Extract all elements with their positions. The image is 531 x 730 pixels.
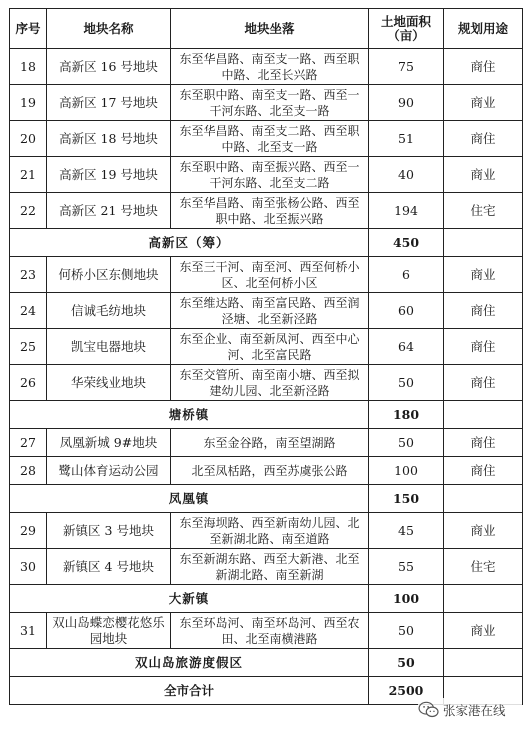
row-location: 东至职中路、南至支一路、西至一干河东路、北至支一路	[171, 85, 369, 121]
row-plot-name: 高新区 19 号地块	[47, 157, 171, 193]
row-use: 商业	[444, 513, 523, 549]
header-location: 地块坐落	[171, 9, 369, 49]
subtotal-row	[10, 585, 523, 613]
row-location: 东至环岛河、南至环岛河、西至农田、北至南横港路	[171, 613, 369, 649]
row-seq: 31	[10, 613, 47, 649]
subtotal-row	[10, 649, 523, 677]
subtotal-row	[10, 229, 523, 257]
row-area: 50	[369, 613, 444, 649]
row-use: 住宅	[444, 549, 523, 585]
total-area: 2500	[369, 677, 444, 705]
row-seq: 25	[10, 329, 47, 365]
row-plot-name: 鹭山体育运动公园	[47, 457, 171, 485]
empty-cell	[444, 649, 523, 677]
row-location: 东至华昌路、南至支二路、西至职中路、北至支一路	[171, 121, 369, 157]
row-area: 45	[369, 513, 444, 549]
table-header-row	[10, 9, 523, 49]
row-use: 商住	[444, 121, 523, 157]
empty-cell	[444, 485, 523, 513]
subtotal-area: 100	[369, 585, 444, 613]
subtotal-area: 180	[369, 401, 444, 429]
header-area: 土地面积（亩）	[369, 9, 444, 49]
row-seq: 24	[10, 293, 47, 329]
row-seq: 18	[10, 49, 47, 85]
table-row	[10, 49, 523, 85]
row-area: 194	[369, 193, 444, 229]
land-plots-table	[9, 8, 523, 705]
subtotal-label: 塘桥镇	[10, 401, 369, 429]
row-location: 北至凤栝路，西至苏虞张公路	[171, 457, 369, 485]
row-plot-name: 双山岛蝶恋樱花悠乐园地块	[47, 613, 171, 649]
table-row	[10, 613, 523, 649]
row-plot-name: 高新区 18 号地块	[47, 121, 171, 157]
row-use: 商业	[444, 157, 523, 193]
row-use: 商住	[444, 365, 523, 401]
subtotal-row	[10, 485, 523, 513]
row-area: 64	[369, 329, 444, 365]
row-area: 60	[369, 293, 444, 329]
row-location: 东至职中路、南至振兴路、西至一干河东路、北至支二路	[171, 157, 369, 193]
row-plot-name: 信诚毛纺地块	[47, 293, 171, 329]
row-area: 75	[369, 49, 444, 85]
row-area: 90	[369, 85, 444, 121]
row-location: 东至维达路、南至富民路、西至润泾塘、北至新泾路	[171, 293, 369, 329]
row-plot-name: 凯宝电器地块	[47, 329, 171, 365]
total-label: 全市合计	[10, 677, 369, 705]
row-area: 51	[369, 121, 444, 157]
row-location: 东至海坝路、西至新南幼儿园、北至新湖北路、南至道路	[171, 513, 369, 549]
row-plot-name: 新镇区 4 号地块	[47, 549, 171, 585]
row-location: 东至企业、南至新凤河、西至中心河、北至富民路	[171, 329, 369, 365]
subtotal-area: 50	[369, 649, 444, 677]
empty-cell	[444, 401, 523, 429]
table-row	[10, 121, 523, 157]
header-seq: 序号	[10, 9, 47, 49]
subtotal-label: 大新镇	[10, 585, 369, 613]
subtotal-label: 高新区（筹）	[10, 229, 369, 257]
row-area: 50	[369, 365, 444, 401]
table-row	[10, 193, 523, 229]
row-seq: 27	[10, 429, 47, 457]
row-area: 40	[369, 157, 444, 193]
row-use: 商业	[444, 85, 523, 121]
table-row	[10, 329, 523, 365]
table-body	[10, 49, 523, 705]
row-area: 100	[369, 457, 444, 485]
table-row	[10, 549, 523, 585]
row-plot-name: 高新区 17 号地块	[47, 85, 171, 121]
wechat-icon	[418, 701, 440, 719]
row-plot-name: 何桥小区东侧地块	[47, 257, 171, 293]
watermark-text: 张家港在线	[443, 703, 506, 718]
header-name: 地块名称	[47, 9, 171, 49]
row-plot-name: 华荣线业地块	[47, 365, 171, 401]
table-row	[10, 85, 523, 121]
subtotal-label: 双山岛旅游度假区	[10, 649, 369, 677]
row-location: 东至金谷路，南至望湖路	[171, 429, 369, 457]
row-location: 东至三干河、南至河、西至何桥小区、北至何桥小区	[171, 257, 369, 293]
row-use: 商住	[444, 457, 523, 485]
table-row	[10, 157, 523, 193]
table-row	[10, 513, 523, 549]
row-seq: 19	[10, 85, 47, 121]
row-seq: 23	[10, 257, 47, 293]
watermark	[418, 698, 522, 722]
row-location: 东至华昌路、南至张杨公路、西至职中路、北至振兴路	[171, 193, 369, 229]
row-use: 商业	[444, 257, 523, 293]
row-seq: 21	[10, 157, 47, 193]
row-seq: 20	[10, 121, 47, 157]
table-row	[10, 429, 523, 457]
row-area: 6	[369, 257, 444, 293]
row-location: 东至交管所、南至南小塘、西至拟建幼儿园、北至新泾路	[171, 365, 369, 401]
subtotal-label: 凤凰镇	[10, 485, 369, 513]
table-row	[10, 457, 523, 485]
row-use: 商住	[444, 329, 523, 365]
table-row	[10, 293, 523, 329]
row-use: 住宅	[444, 193, 523, 229]
row-use: 商住	[444, 293, 523, 329]
row-seq: 22	[10, 193, 47, 229]
row-location: 东至华昌路、南至支一路、西至职中路、北至长兴路	[171, 49, 369, 85]
row-plot-name: 新镇区 3 号地块	[47, 513, 171, 549]
table-row	[10, 365, 523, 401]
row-seq: 30	[10, 549, 47, 585]
row-location: 东至新湖东路、西至大新港、北至新湖北路、南至新湖	[171, 549, 369, 585]
row-seq: 29	[10, 513, 47, 549]
row-use: 商住	[444, 429, 523, 457]
row-use: 商住	[444, 49, 523, 85]
row-area: 50	[369, 429, 444, 457]
subtotal-area: 450	[369, 229, 444, 257]
row-seq: 28	[10, 457, 47, 485]
header-use: 规划用途	[444, 9, 523, 49]
subtotal-row	[10, 401, 523, 429]
subtotal-area: 150	[369, 485, 444, 513]
row-plot-name: 凤凰新城 9#地块	[47, 429, 171, 457]
row-plot-name: 高新区 16 号地块	[47, 49, 171, 85]
row-seq: 26	[10, 365, 47, 401]
table-row	[10, 257, 523, 293]
empty-cell	[444, 585, 523, 613]
empty-cell	[444, 229, 523, 257]
row-use: 商业	[444, 613, 523, 649]
row-area: 55	[369, 549, 444, 585]
row-plot-name: 高新区 21 号地块	[47, 193, 171, 229]
